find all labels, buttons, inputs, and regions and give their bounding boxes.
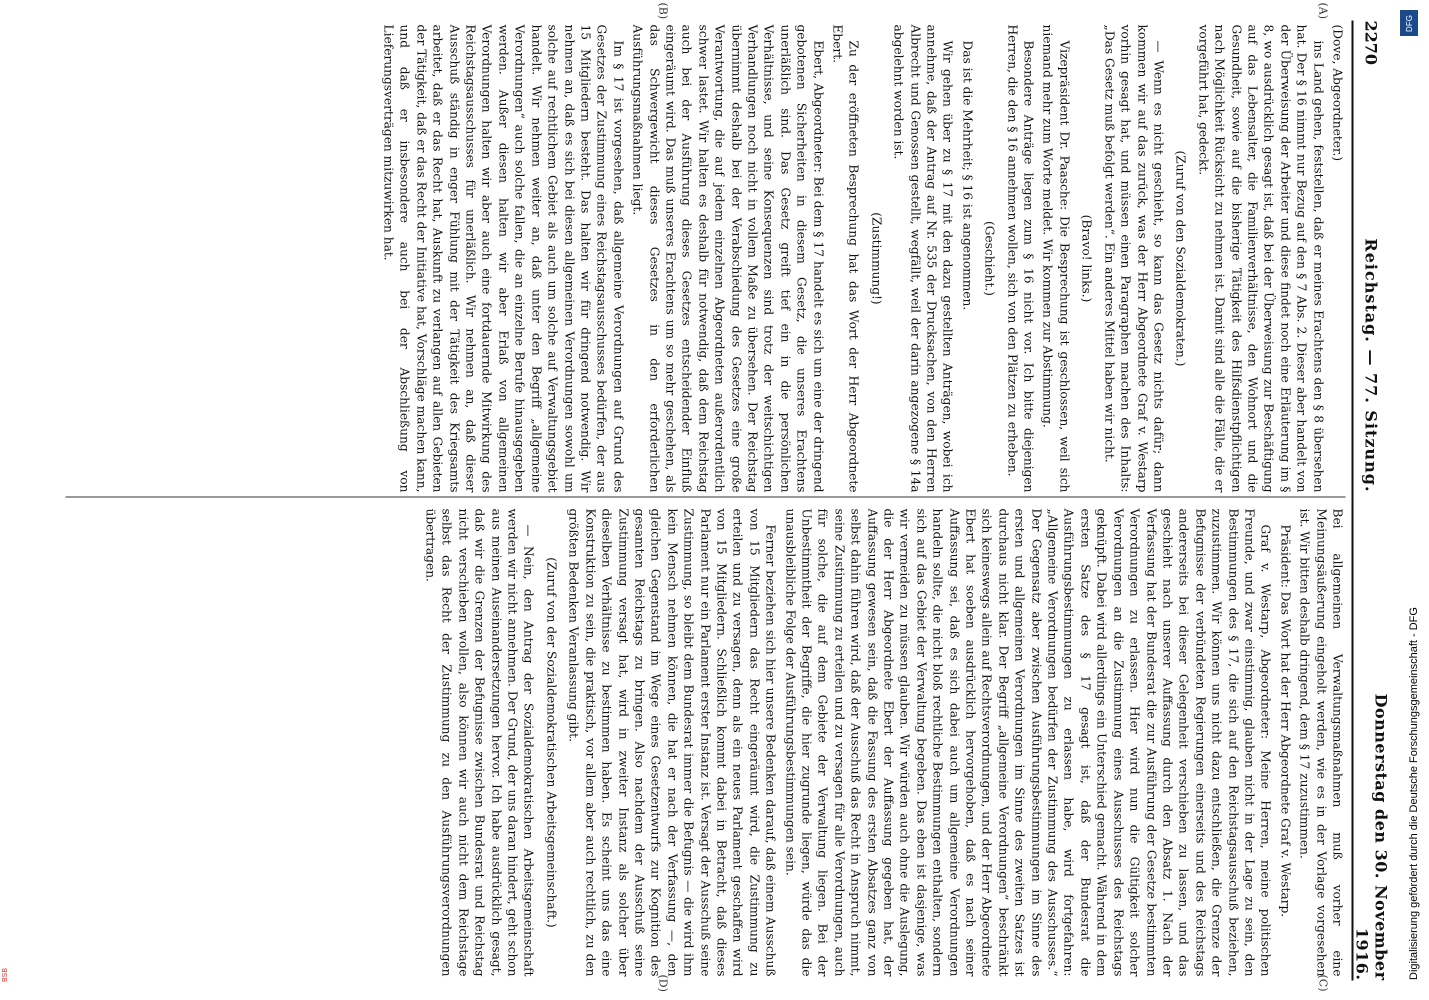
interjection: (Zuruf von der Sozialdemokratischen Arbeitsgemeinschaft.) bbox=[543, 556, 558, 928]
paragraph: Im § 17 ist vorgesehen, daß allgemeine Verordnungen auf Grund des Gesetzes der Zustimmung eines Reichstagsausschusses bedürfen, der aus 15 Mitgliedern besteht. Das halten wir für dringend notwendig. Wir nehmen an, daß es sich bei diesen allgemeinen Verordnungen sowohl um solche auf rechtlichem Gebiet als auch um solche auf Verwaltungsgebiet handelt. Wir nehmen weiter an, daß unter den Begriff „allgemeine Verordnungen“ auch solche fallen, die an einzelne Berufe hinausgegeben werden. Außer diesen halten wir aber Erlaß von allgemeinen Verordnungen halten wir aber auch eine fortdauernde Mitwirkung des Reichstagsausschusses für unerläßlich. Wir nehmen an, daß dieser Ausschuß ständig in enger Fühlung mit der Tätigkeit des Kriegsamts arbeitet, daß er das Recht hat, Auskunft zu verlangen auf allen Gebieten der Tätigkeit, daß er das Recht der Initiative hat, Vorschläge machen kann, und daß er insbesondere auch bei der Abschließung von Lieferungsverträgen mitzuwirken hat. bbox=[381, 24, 625, 492]
paragraph: Bei allgemeinen Verwaltungsmaßnahmen muß vorher eine Meinungsäußerung eingeholt werden, wie es in der Vorlage vorgesehen ist. Wir bitten deshalb dringend, dem § 17 zuzustimmen. bbox=[1297, 508, 1344, 976]
paragraph: Graf v. Westarp, Abgeordneter: Meine Herren, meine politischen Freunde, und zwar einstimmig, glauben nicht in der Lage zu sein, den Bestimmungen des § 17, die sich auf den Reichstagsausschuß beziehen, zuzustimmen. Wir können uns nicht dazu entschließen, die Grenze der Befugnisse der verbündeten Regierungen einerseits und des Reichstags andererseits bei dieser Gelegenheit verschieben zu lassen, und das geschieht nach unserer Auffassung durch den Absatz 1. Nach der Verfassung hat der Bundesrat die zur Ausführung der Gesetze bestimmten Verordnungen zu erlassen. Hier wird nun die Gültigkeit solcher Verordnungen an die Zustimmung eines Ausschusses des Reichstags geknüpft. Dabei wird allerdings ein Unterschied gemacht. Während in dem ersten Satze des § 17 gesagt ist, daß der Bundesrat die Ausführungsbestimmungen zu erlassen habe, wird fortgefahren: „Allgemeine Verordnungen bedürfen der Zustimmung des Ausschusses.“ Der Gegensatz aber zwischen Ausführungsbestimmungen im Sinne des ersten und allgemeinen Verordnungen im Sinne des zweiten Satzes ist durchaus nicht klar. Der Begriff „allgemeine Verordnungen“ beschränkt sich keineswegs allein auf Rechtsverordnungen, und der Herr Abgeordnete Ebert hat soeben ausdrücklich hervorgehoben, daß es nach seiner Auffassung sei, daß es sich dabei auch um allgemeine Verordnungen handeln sollte, die nicht bloß rechtliche Bestimmungen enthalten, sondern sich auf das Gebiet der Verwaltung begeben. Das eben ist dasjenige, was wir vermeiden zu müssen glauben. Wir würden auch ohne die Auslegung, die der Herr Abgeordnete Ebert der Auffassung gegeben hat, der Auffassung gewesen sein, daß die Fassung des ersten Absatzes ganz von selbst dahin führen wird, daß der Ausschuß das Recht in Anspruch nimmt, seine Zustimmung zu erteilen und zu versagen für alle Verordnungen, auch für solche, die auf dem Gebiete der Verwaltung liegen. Bei der Unbestimmtheit der Begriffe, die hier zugrunde liegen, würde das die unausbleibliche Folge der Ausführungsbestimmungen sein. bbox=[782, 508, 1273, 976]
header-date: Donnerstag den 30. November 1916. bbox=[1352, 693, 1390, 980]
interjection: (Geschieht.) bbox=[982, 220, 997, 296]
paragraph: Wir gehen über zu § 17 mit den dazu gestellten Anträgen, wobei ich annehme, daß der Antrag auf Nr. 535 der Drucksachen, von den Herren Albrecht und Genossen gestellt, wegfällt, weil der darin angezogene § 14a abgelehnt worden ist. bbox=[891, 24, 955, 492]
header-session: Reichstag. — 77. Sitzung. bbox=[1361, 237, 1381, 493]
paragraph: Vizepräsident Dr. Paasche: Die Besprechung ist geschlossen, weil sich niemand mehr zum Worte meldet. Wir kommen zur Abstimmung. bbox=[1040, 24, 1071, 492]
paragraph: — Wenn es nicht geschieht, so kann das Gesetz nichts dafür; dann kommen wir auf das zurück, was der Herr Abgeordnete Graf v. Westarp vorhin gesagt hat, und müssen einen Paragraphen machen des Inhalts: „Das Gesetz muß befolgt werden“. Ein anderes Mittel haben wir nicht. bbox=[1101, 24, 1165, 492]
paragraph: Besondere Anträge liegen zum § 16 nicht vor. Ich bitte diejenigen Herren, die den § 16 annehmen wollen, sich von den Plätzen zu erheben. bbox=[1004, 24, 1036, 492]
dfg-logo-icon: DFG bbox=[1400, 10, 1418, 36]
paragraph: Präsident: Das Wort hat der Herr Abgeordnete Graf v. Westarp. bbox=[1277, 524, 1292, 917]
interjection: (Zustimmung!) bbox=[868, 211, 883, 305]
right-column bbox=[65, 508, 1345, 976]
paragraph: Ebert, Abgeordneter: Bei dem § 17 handelt es sich um eine der dringend gebotenen Sicherheiten in diesem Gesetz, die unseres Erachtens unerläßlich sind. Das Gesetz greift tief ein in die persönlichen Verhältnisse, und seine Konsequenzen sind trotz der weitschichtigen Verhandlungen noch nicht in vollem Maße zu übersehen. Der Reichstag übernimmt deshalb bei der Verabschiedung des Gesetzes eine große Verantwortung, die auf jedem einzelnen Abgeordneten außerordentlich schwer lastet. Wir halten es deshalb für notwendig, daß dem Reichstag auch bei der Ausführung dieses Gesetzes entscheidender Einfluß eingeräumt wird. Das muß unseres Erachtens um so mehr geschehen, als das Schwergewicht dieses Gesetzes in den erforderlichen Ausführungsmaßnahmen liegt. bbox=[630, 24, 825, 492]
digitization-credit: Digitalisierung gefördert durch die Deutsche Forschungsgemeinschaft - DFG bbox=[1408, 607, 1420, 980]
paragraph: (Dove, Abgeordneter.) bbox=[1330, 24, 1344, 161]
paragraph: Zu der eröffneten Besprechung hat das Wort der Herr Abgeordnete Ebert. bbox=[830, 24, 861, 492]
margin-marker-d: (D) bbox=[656, 974, 669, 992]
column-divider bbox=[65, 496, 1345, 497]
paragraph: Ferner beziehen sich hier unsere Bedenken darauf, daß einem Ausschuß von 15 Mitgliedern das Recht eingeräumt wird, die Zustimmung zu erteilen und zu versagen, denn als ein neues Parlament geschaffen wird von 15 Mitgliedern. Schließlich kommt dabei in Betracht, daß dieses Parlament nur ein Parlament erster Instanz ist. Versagt der Ausschuß seine Zustimmung, so bleibt dem Bundesrat immer die Befugnis — die wird ihm kein Mensch nehmen können, die hat er nach der Verfassung —, den gleichen Gegenstand im Wege eines Gesetzentwurfs zur Kognition des gesamten Reichstags zu bringen. Also nachdem der Ausschuß seine Zustimmung versagt hat, wird in zweiter Instanz als solcher über dieselben Verhältnisse zu bestimmen haben. Es scheint uns das eine Konstruktion zu sein, die praktisch, vor allem aber auch rechtlich, zu den größten Bedenken Veranlassung gibt. bbox=[566, 508, 778, 976]
margin-marker-a: (A) bbox=[1316, 2, 1329, 19]
margin-marker-b: (B) bbox=[656, 2, 669, 19]
interjection: (Zuruf von den Sozialdemokraten.) bbox=[1173, 150, 1188, 366]
page-number: 2270 bbox=[1361, 20, 1381, 65]
margin-marker-c: (C) bbox=[1316, 974, 1329, 991]
left-column bbox=[65, 24, 1345, 492]
page-header bbox=[1352, 20, 1390, 980]
interjection: (Bravo! links.) bbox=[1079, 214, 1094, 302]
paragraph: Das ist die Mehrheit; § 16 ist angenommen. bbox=[959, 40, 974, 310]
library-stamp: BSB bbox=[2, 967, 9, 982]
paragraph: ins Land gehen, feststellen, daß er meines Erachtens den § 8 übersehen hat. Der § 16 nimmt nur Bezug auf den § 7 Abs. 2. Dieser aber handelt von der Überweisung der Arbeiter und diese findet noch eine Erläuterung im § 8, wo ausdrücklich gesagt ist, daß bei der Überweisung zur Beschäftigung auf das Lebensalter, die Familienverhältnisse, den Wohnort und die Gesundheit, sowie auf die bisherige Tätigkeit des Hilfsdienstpflichtigen nach Möglichkeit Rücksicht zu nehmen ist. Damit sind alle die Fälle, die er vorgeführt hat, gedeckt. bbox=[1195, 24, 1325, 492]
paragraph: — Nein, den Antrag der Sozialdemokratischen Arbeitsgemeinschaft werden wir nicht annehmen. Der Grund, der uns daran hindert, geht schon aus meinen Auseinandersetzungen hervor. Ich habe ausdrücklich gesagt, daß wir die Grenzen der Befugnisse zwischen Bundesrat und Reichstag nicht verschieben wollen, also können wir auch nicht dem Reichstage selbst das Recht der Zustimmung zu den Ausführungsverordnungen übertragen. bbox=[423, 508, 536, 976]
header-rule bbox=[1351, 20, 1353, 980]
